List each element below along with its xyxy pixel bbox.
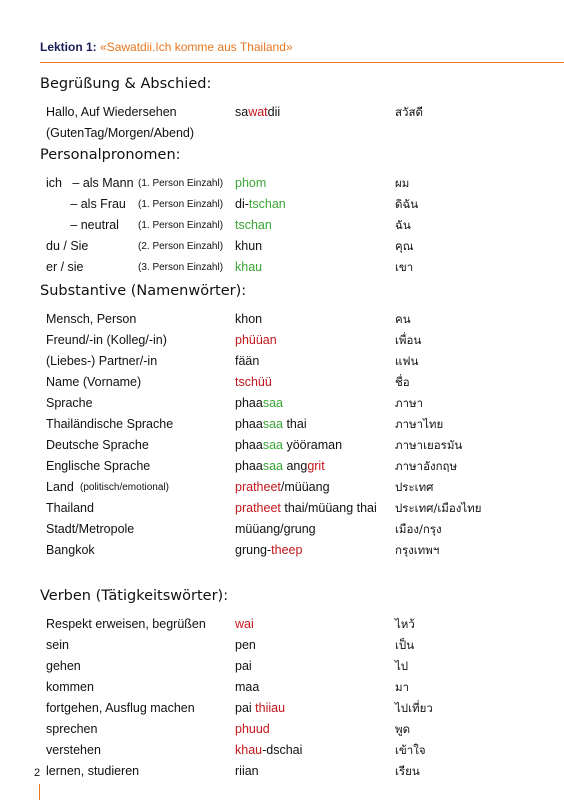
vocab-row (46, 519, 564, 540)
vocab-row (46, 215, 564, 236)
thai-script: สวัสดี (395, 105, 423, 119)
transliteration-segment: phaa (235, 438, 263, 452)
vocab-row (46, 477, 564, 498)
transliteration-segment: tschan (235, 218, 272, 232)
german-term: gehen (46, 659, 81, 673)
vocab-row (46, 435, 564, 456)
transliteration-segment: phaa (235, 417, 263, 431)
transliteration-segment: saa (262, 417, 283, 431)
thai-script: ผม (395, 176, 410, 190)
thai-script: เรียน (395, 764, 420, 778)
vocab-row (46, 677, 564, 698)
transliteration (235, 435, 342, 456)
transliteration-segment: saa (262, 459, 283, 473)
transliteration-segment: thiiau (255, 701, 286, 715)
thai-script: ไปเที่ยว (395, 701, 433, 715)
vocab-row (46, 719, 564, 740)
thai-script: ชื่อ (395, 375, 410, 389)
thai-script: ภาษา (395, 396, 424, 410)
transliteration (235, 173, 266, 194)
transliteration-segment: fään (235, 354, 260, 368)
lesson-label: Lektion 1: (40, 40, 97, 54)
transliteration-segment: tschan (248, 197, 286, 211)
lesson-title: «Sawatdii.Ich komme aus Thailand» (100, 40, 293, 54)
german-term: Thailändische Sprache (46, 417, 174, 431)
thai-script: กรุงเทพฯ (395, 543, 440, 557)
german-term: – neutral (46, 218, 119, 232)
thai-script: เขา (395, 260, 414, 274)
transliteration-segment: wai (235, 617, 254, 631)
german-term: Stadt/Metropole (46, 522, 135, 536)
transliteration-segment: yööraman (282, 438, 343, 452)
german-term: sprechen (46, 722, 98, 736)
transliteration-segment: pai (235, 701, 256, 715)
vocab-row (46, 257, 564, 278)
vocab-row (46, 656, 564, 677)
thai-script: แฟน (395, 354, 419, 368)
thai-script: ไหว้ (395, 617, 415, 631)
vocab-row (46, 330, 564, 351)
thai-script: พูด (395, 722, 411, 736)
grammar-note: (1. Person Einzahl) (138, 178, 224, 189)
transliteration-segment: pen (235, 638, 256, 652)
german-term: fortgehen, Ausflug machen (46, 701, 195, 715)
german-term: lernen, studieren (46, 764, 140, 778)
thai-script: ไป (395, 659, 409, 673)
transliteration (235, 635, 256, 656)
thai-script: ภาษาเยอรมัน (395, 438, 463, 452)
transliteration (235, 698, 285, 719)
transliteration-segment: -dschai (262, 743, 303, 757)
thai-script: มา (395, 680, 410, 694)
transliteration (235, 761, 259, 782)
german-term-continuation: (GutenTag/Morgen/Abend) (46, 126, 195, 140)
transliteration (235, 656, 252, 677)
vocab-row (46, 173, 564, 194)
transliteration (235, 236, 262, 257)
transliteration (235, 414, 307, 435)
transliteration-segment: /müüang (280, 480, 330, 494)
vocab-row (46, 102, 564, 140)
transliteration-segment: riian (235, 764, 259, 778)
german-term: Mensch, Person (46, 312, 137, 326)
grammar-note: (1. Person Einzahl) (138, 199, 224, 210)
grammar-note: (2. Person Einzahl) (138, 241, 224, 252)
grammar-note: (1. Person Einzahl) (138, 220, 224, 231)
transliteration (235, 540, 302, 561)
german-term: sein (46, 638, 69, 652)
vocab-row (46, 761, 564, 782)
thai-script: คุณ (395, 239, 414, 253)
german-term: Name (Vorname) (46, 375, 142, 389)
vocab-row (46, 498, 564, 519)
transliteration (235, 456, 325, 477)
vocab-row (46, 309, 564, 330)
transliteration-segment: phom (235, 176, 267, 190)
transliteration (235, 351, 259, 372)
grammar-note: (3. Person Einzahl) (138, 262, 224, 273)
lesson-header (40, 40, 564, 54)
thai-script: คน (395, 312, 411, 326)
page-number: 2 (34, 767, 41, 779)
german-term: Respekt erweisen, begrüßen (46, 617, 206, 631)
german-term: er / sie (46, 260, 84, 274)
section-title: Begrüßung & Abschied: (40, 76, 212, 92)
transliteration (235, 719, 270, 740)
german-term: Thailand (46, 501, 94, 515)
transliteration (235, 309, 262, 330)
german-term: Bangkok (46, 543, 95, 557)
vocab-row (46, 194, 564, 215)
german-term: verstehen (46, 743, 101, 757)
transliteration (235, 102, 280, 123)
transliteration (235, 519, 316, 540)
vocab-row (46, 351, 564, 372)
transliteration-segment: thai (282, 417, 307, 431)
transliteration-segment: thai/müüang thai (280, 501, 377, 515)
german-term: Englische Sprache (46, 459, 151, 473)
grammar-note: (politisch/emotional) (80, 482, 169, 493)
thai-script: ประเทศ (395, 480, 434, 494)
german-term: Land (46, 480, 74, 494)
vocab-row (46, 414, 564, 435)
transliteration (235, 372, 272, 393)
section-title: Personalpronomen: (40, 147, 181, 163)
thai-script: ฉัน (395, 218, 411, 232)
vocab-row (46, 393, 564, 414)
transliteration (235, 215, 272, 236)
vocab-row (46, 372, 564, 393)
transliteration-segment: sa (235, 105, 249, 119)
transliteration-segment: phaa (235, 396, 263, 410)
transliteration-segment: saa (262, 396, 283, 410)
transliteration-segment: ang (282, 459, 308, 473)
transliteration-segment: khun (235, 239, 263, 253)
vocab-row (46, 540, 564, 561)
transliteration-segment: phuud (235, 722, 270, 736)
vocab-row (46, 740, 564, 761)
transliteration-segment: saa (262, 438, 283, 452)
transliteration (235, 614, 254, 635)
thai-script: เมือง/กรุง (395, 522, 442, 536)
transliteration-segment: pratheet (235, 480, 281, 494)
header-rule (40, 62, 564, 63)
transliteration-segment: grung- (235, 543, 272, 557)
german-term: ich – als Mann (46, 176, 134, 190)
page-edge-mark (39, 784, 40, 800)
transliteration-segment: maa (235, 680, 260, 694)
transliteration-segment: dii (267, 105, 281, 119)
vocab-row (46, 698, 564, 719)
transliteration-segment: wat (248, 105, 268, 119)
vocab-row (46, 456, 564, 477)
transliteration-segment: di- (235, 197, 249, 211)
transliteration (235, 740, 302, 761)
transliteration-segment: khau (235, 743, 263, 757)
transliteration-segment: khau (235, 260, 263, 274)
thai-script: ดิฉัน (395, 197, 419, 211)
transliteration (235, 330, 277, 351)
thai-script: เข้าใจ (395, 743, 426, 757)
transliteration-segment: pai (235, 659, 252, 673)
transliteration-segment: müüang/grung (235, 522, 316, 536)
german-term: – als Frau (46, 197, 126, 211)
transliteration (235, 393, 283, 414)
german-term: Sprache (46, 396, 93, 410)
transliteration (235, 677, 259, 698)
thai-script: ภาษาอังกฤษ (395, 459, 458, 473)
transliteration-segment: pratheet (235, 501, 281, 515)
vocab-row (46, 236, 564, 257)
transliteration-segment: phüüan (235, 333, 277, 347)
transliteration-segment: phaa (235, 459, 263, 473)
section-title: Verben (Tätigkeitswörter): (40, 588, 229, 604)
thai-script: เป็น (395, 638, 415, 652)
transliteration-segment: grit (307, 459, 325, 473)
thai-script: ภาษาไทย (395, 417, 444, 431)
transliteration (235, 498, 377, 519)
transliteration (235, 477, 330, 498)
transliteration-segment: tschüü (235, 375, 272, 389)
transliteration-segment: khon (235, 312, 263, 326)
vocab-row (46, 614, 564, 635)
german-term: Freund/-in (Kolleg/-in) (46, 333, 167, 347)
section-title: Substantive (Namenwörter): (40, 283, 247, 299)
german-term: kommen (46, 680, 94, 694)
vocab-row (46, 635, 564, 656)
transliteration-segment: theep (271, 543, 303, 557)
transliteration (235, 194, 286, 215)
transliteration (235, 257, 262, 278)
thai-script: ประเทศ/เมืองไทย (395, 501, 482, 515)
thai-script: เพื่อน (395, 333, 422, 347)
german-term: du / Sie (46, 239, 89, 253)
german-term: Deutsche Sprache (46, 438, 149, 452)
german-term: (Liebes-) Partner/-in (46, 354, 158, 368)
german-term: Hallo, Auf Wiedersehen (46, 105, 177, 119)
